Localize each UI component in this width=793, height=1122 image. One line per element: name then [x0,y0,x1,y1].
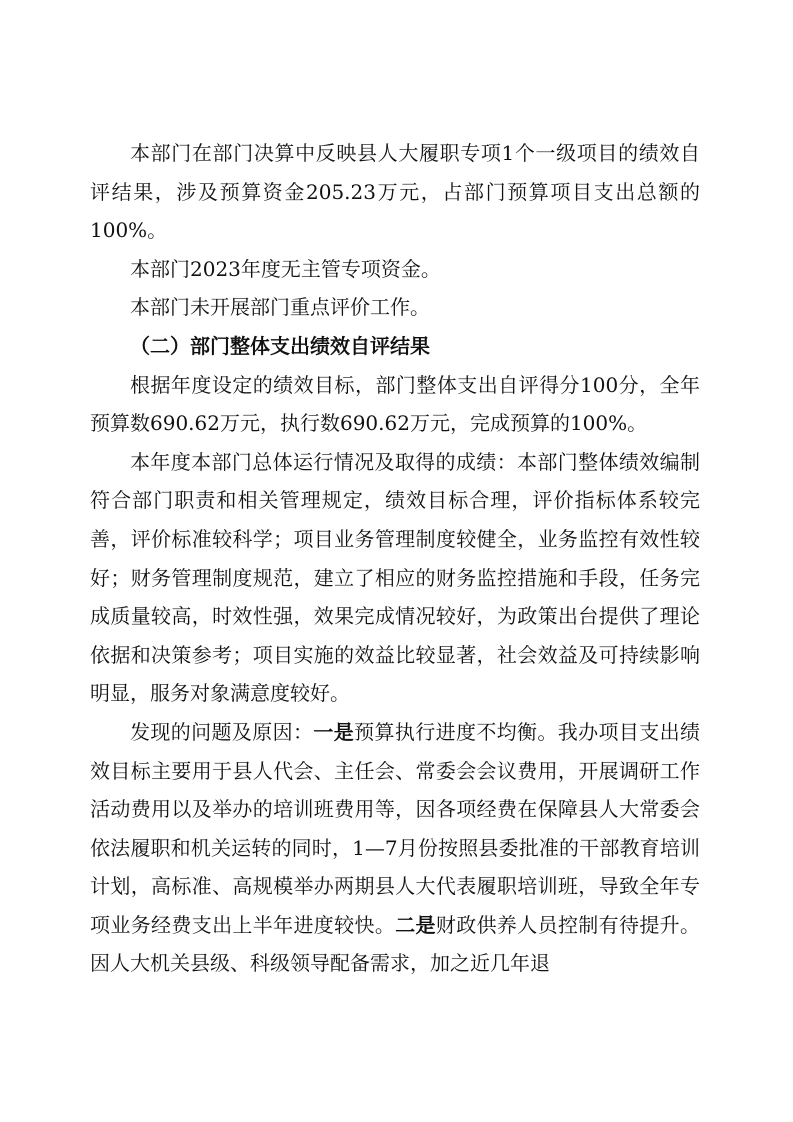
paragraph-problems [90,713,700,983]
section-heading [90,327,700,366]
paragraph-key-evaluation: 本部门未开展部门重点评价工作。 [130,295,430,320]
paragraph-overall-score: 根据年度设定的绩效目标，部门整体支出自评得分100分，全年预算数690.62万元，执行数690.62万元，完成预算的100%。 [90,372,700,436]
problem-1-text: 预算执行进度不均衡。我办项目支出绩效目标主要用于县人代会、主任会、常委会会议费用，开展调研工作活动费用以及举办的培训班费用等，因各项经费在保障县人大常委会依法履职和机关运转的同时，1—7月份按照县委批准的干部教育培训计划，高标准、高规模举办两期县人大代表履职培训班，导致全年专项业务经费支出上半年进度较快。 [90,719,701,937]
problem-2-text: 财政供养人员控制有待提升。因人大机关县级、科级领导配备需求，加之近几年退 [90,912,701,976]
problem-1-label: 一是 [313,719,355,744]
paragraph-special-funds: 本部门2023年度无主管专项资金。 [130,256,441,281]
document-body [90,134,700,983]
paragraph-achievements: 本年度本部门总体运行情况及取得的成绩：本部门整体绩效编制符合部门职责和相关管理规定，绩效目标合理，评价指标体系较完善，评价标准较科学；项目业务管理制度较健全，业务监控有效性较好；财务管理制度规范，建立了相应的财务监控措施和手段，任务完成质量较高，时效性强，效果完成情况较好，为政策出台提供了理论依据和决策参考；项目实施的效益比较显著，社会效益及可持续影响明显，服务对象满意度较好。 [90,449,700,706]
section-heading-text: （二）部门整体支出绩效自评结果 [130,333,430,358]
problems-intro: 发现的问题及原因： [130,719,314,744]
problem-2-label: 二是 [395,912,436,937]
paragraph-project-evaluation: 本部门在部门决算中反映县人大履职专项1个一级项目的绩效自评结果，涉及预算资金205.23万元，占部门预算项目支出总额的100%。 [90,141,700,243]
